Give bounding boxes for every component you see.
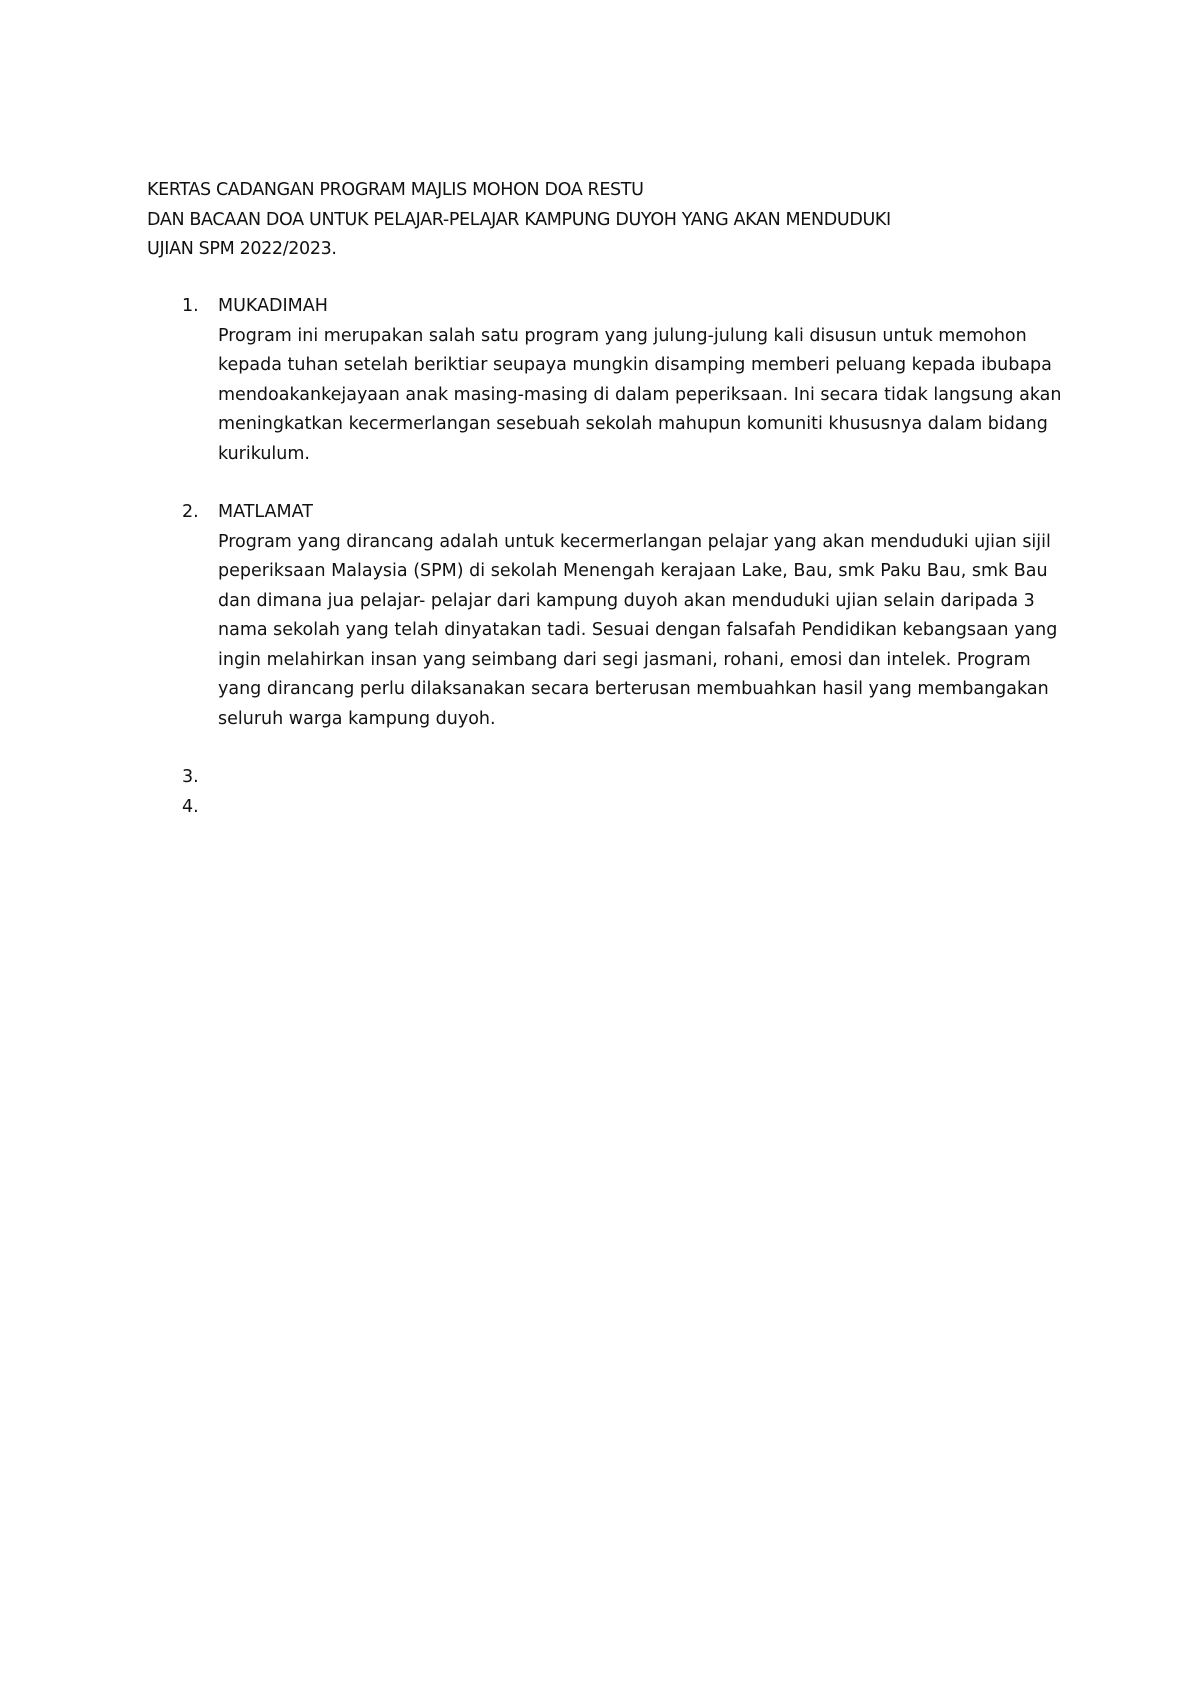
numbered-list: [147, 292, 1067, 822]
list-item-4: [147, 793, 1067, 823]
title-line-2: DAN BACAAN DOA UNTUK PELAJAR-PELAJAR KAMPUNG DUYOH YANG AKAN MENDUDUKI: [147, 209, 891, 230]
list-item-number: 4.: [182, 796, 199, 817]
title-line-3: UJIAN SPM 2022/2023.: [147, 239, 337, 259]
section-paragraph-matlamat: Program yang dirancang adalah untuk kecermerlangan pelajar yang akan menduduki ujian sijil peperiksaan Malaysia (SPM) di sekolah Menengah kerajaan Lake, Bau, smk Paku Bau, smk Bau dan dimana jua pelajar- pelajar dari kampung duyoh akan menduduki ujian selain daripada 3 nama sekolah yang telah dinyatakan tadi. Sesuai dengan falsafah Pendidikan kebangsaan yang ingin melahirkan insan yang seimbang dari segi jasmani, rohani, emosi dan intelek. Program yang dirancang perlu dilaksanakan secara berterusan membuahkan hasil yang membangakan seluruh warga kampung duyoh.: [218, 531, 1058, 729]
document-title: [147, 176, 1067, 265]
list-item-mukadimah: [147, 292, 1067, 469]
section-heading-matlamat: MATLAMAT: [218, 502, 313, 522]
section-paragraph-mukadimah: Program ini merupakan salah satu program yang julung-julung kali disusun untuk memohon kepada tuhan setelah beriktiar seupaya mungkin disamping memberi peluang kepada ibubapa mendoakankejayaan anak masing-masing di dalam peperiksaan. Ini secara tidak langsung akan meningkatkan kecermerlangan sesebuah sekolah mahupun komuniti khususnya dalam bidang kurikulum.: [218, 325, 1062, 464]
title-line-1: KERTAS CADANGAN PROGRAM MAJLIS MOHON DOA RESTU: [147, 180, 644, 200]
list-item-number: 1.: [182, 296, 199, 316]
section-heading-mukadimah: MUKADIMAH: [218, 296, 328, 316]
list-item-3: [147, 763, 1067, 793]
list-item-matlamat: [147, 498, 1067, 734]
list-item-number: 3.: [182, 767, 199, 787]
list-item-number: 2.: [182, 502, 199, 522]
